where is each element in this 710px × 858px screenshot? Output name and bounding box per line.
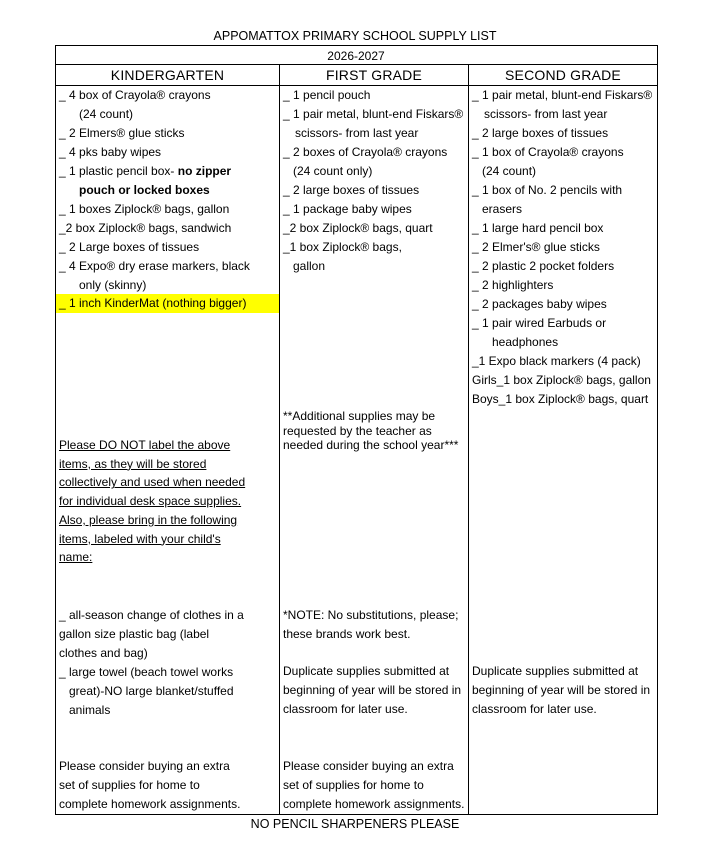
second-grade-header: SECOND GRADE	[505, 67, 621, 83]
list-item: _ 4 Expo® dry erase markers, black	[59, 259, 250, 273]
note-line: Please DO NOT label the above	[59, 438, 231, 452]
list-item-text: _ 1 plastic pencil box-	[59, 164, 178, 178]
list-item: _ large towel (beach towel works	[59, 665, 234, 679]
note-line: **Additional supplies may be	[283, 409, 436, 423]
column-divider-2	[468, 64, 469, 815]
list-item: scissors- from last year	[484, 107, 608, 121]
note-line: items, as they will be stored	[59, 456, 207, 471]
note-line: requested by the teacher as	[283, 423, 432, 438]
list-item: great)-NO large blanket/stuffed	[69, 684, 234, 698]
year-row-divider	[55, 64, 658, 65]
list-item: _ 2 large boxes of tissues	[283, 183, 420, 197]
list-item: _ 2 Elmers® glue sticks	[59, 126, 185, 140]
table-border-top	[55, 45, 658, 46]
list-item: Boys_1 box Ziplock® bags, quart	[472, 392, 649, 406]
list-item: _ 2 plastic 2 pocket folders	[472, 259, 615, 273]
kindergarten-home-note	[59, 757, 240, 814]
kindergarten-highlighted-item	[59, 294, 246, 313]
first-grade-home-note	[283, 757, 464, 814]
kindergarten-extra-items	[59, 606, 244, 720]
second-grade-supply-list	[472, 86, 652, 409]
kindergarten-label-note	[59, 436, 245, 567]
list-item: (24 count)	[79, 107, 134, 121]
list-item: _ 1 boxes Ziplock® bags, gallon	[59, 202, 230, 216]
table-border-left	[55, 45, 56, 815]
list-item	[59, 162, 250, 181]
note-line: name:	[59, 550, 93, 565]
list-item: _ 2 Large boxes of tissues	[59, 240, 200, 254]
note-line: beginning of year will be stored in	[472, 683, 651, 697]
note-line: set of supplies for home to	[59, 778, 200, 792]
list-item-bold-text: no zipper	[177, 164, 232, 178]
school-year: 2026-2027	[327, 49, 385, 63]
list-item: (24 count only)	[293, 164, 373, 178]
list-item: _ all-season change of clothes in a	[59, 608, 244, 622]
note-line: Also, please bring in the following	[59, 512, 238, 527]
list-item: _ 1 package baby wipes	[283, 202, 412, 216]
first-grade-header: FIRST GRADE	[325, 67, 423, 83]
table-border-bottom	[55, 814, 658, 815]
list-item: headphones	[492, 335, 559, 349]
list-item: _ 2 packages baby wipes	[472, 297, 607, 311]
list-item: erasers	[482, 202, 523, 216]
list-item: _ 1 pencil pouch	[283, 88, 371, 102]
note-line: complete homework assignments.	[59, 797, 241, 811]
first-grade-substitution-note	[283, 606, 458, 644]
note-line: Duplicate supplies submitted at	[283, 664, 450, 678]
first-grade-additional-note	[283, 409, 458, 453]
list-item: _ 2 boxes of Crayola® crayons	[283, 145, 448, 159]
list-item: _1 box Ziplock® bags,	[283, 240, 402, 254]
note-line: for individual desk space supplies.	[59, 494, 242, 509]
list-item: gallon	[293, 259, 326, 273]
note-line: Please consider buying an extra	[59, 759, 230, 773]
kindergarten-supply-list	[59, 86, 250, 295]
list-item: _ 2 large boxes of tissues	[472, 126, 609, 140]
list-item: only (skinny)	[79, 278, 147, 292]
note-line: set of supplies for home to	[283, 778, 424, 792]
column-divider-1	[279, 64, 280, 815]
list-item: gallon size plastic bag (label	[59, 627, 210, 641]
note-line: *NOTE: No substitutions, please;	[283, 608, 459, 622]
list-item: _2 box Ziplock® bags, quart	[283, 221, 433, 235]
note-line: beginning of year will be stored in	[283, 683, 462, 697]
note-line: Duplicate supplies submitted at	[472, 664, 639, 678]
document-title: APPOMATTOX PRIMARY SCHOOL SUPPLY LIST	[213, 29, 497, 43]
list-item: _ 2 highlighters	[472, 278, 554, 292]
footer-note: NO PENCIL SHARPENERS PLEASE	[250, 817, 460, 831]
list-item: (24 count)	[482, 164, 537, 178]
list-item: scissors- from last year	[295, 126, 419, 140]
kindergarten-header: KINDERGARTEN	[110, 67, 225, 83]
list-item: _ 4 pks baby wipes	[59, 145, 162, 159]
note-line: complete homework assignments.	[283, 797, 465, 811]
list-item: _ 4 box of Crayola® crayons	[59, 88, 211, 102]
list-item: Girls_1 box Ziplock® bags, gallon	[472, 373, 651, 387]
list-item: _2 box Ziplock® bags, sandwich	[59, 221, 232, 235]
list-item: animals	[69, 703, 111, 717]
first-grade-supply-list	[283, 86, 463, 276]
list-item: _ 1 box of Crayola® crayons	[472, 145, 624, 159]
list-item: clothes and bag)	[59, 646, 148, 660]
list-item: _ 1 pair metal, blunt-end Fiskars®	[472, 88, 653, 102]
list-item: _ 1 inch KinderMat (nothing bigger)	[59, 296, 247, 310]
note-line: collectively and used when needed	[59, 475, 246, 490]
note-line: needed during the school year***	[283, 438, 459, 452]
first-grade-duplicate-note	[283, 662, 461, 719]
note-line: classroom for later use.	[472, 702, 597, 716]
list-item: _ 2 Elmer's® glue sticks	[472, 240, 600, 254]
list-item: _1 Expo black markers (4 pack)	[472, 354, 641, 368]
list-item: _ 1 large hard pencil box	[472, 221, 604, 235]
second-grade-duplicate-note	[472, 662, 650, 719]
list-item: _ 1 box of No. 2 pencils with	[472, 183, 623, 197]
list-item: _ 1 pair metal, blunt-end Fiskars®	[283, 107, 464, 121]
note-line: Please consider buying an extra	[283, 759, 454, 773]
note-line: these brands work best.	[283, 627, 411, 641]
note-line: classroom for later use.	[283, 702, 408, 716]
list-item: pouch or locked boxes	[79, 183, 210, 197]
note-line: items, labeled with your child's	[59, 531, 221, 546]
table-border-right	[657, 45, 658, 815]
list-item: _ 1 pair wired Earbuds or	[472, 316, 607, 330]
